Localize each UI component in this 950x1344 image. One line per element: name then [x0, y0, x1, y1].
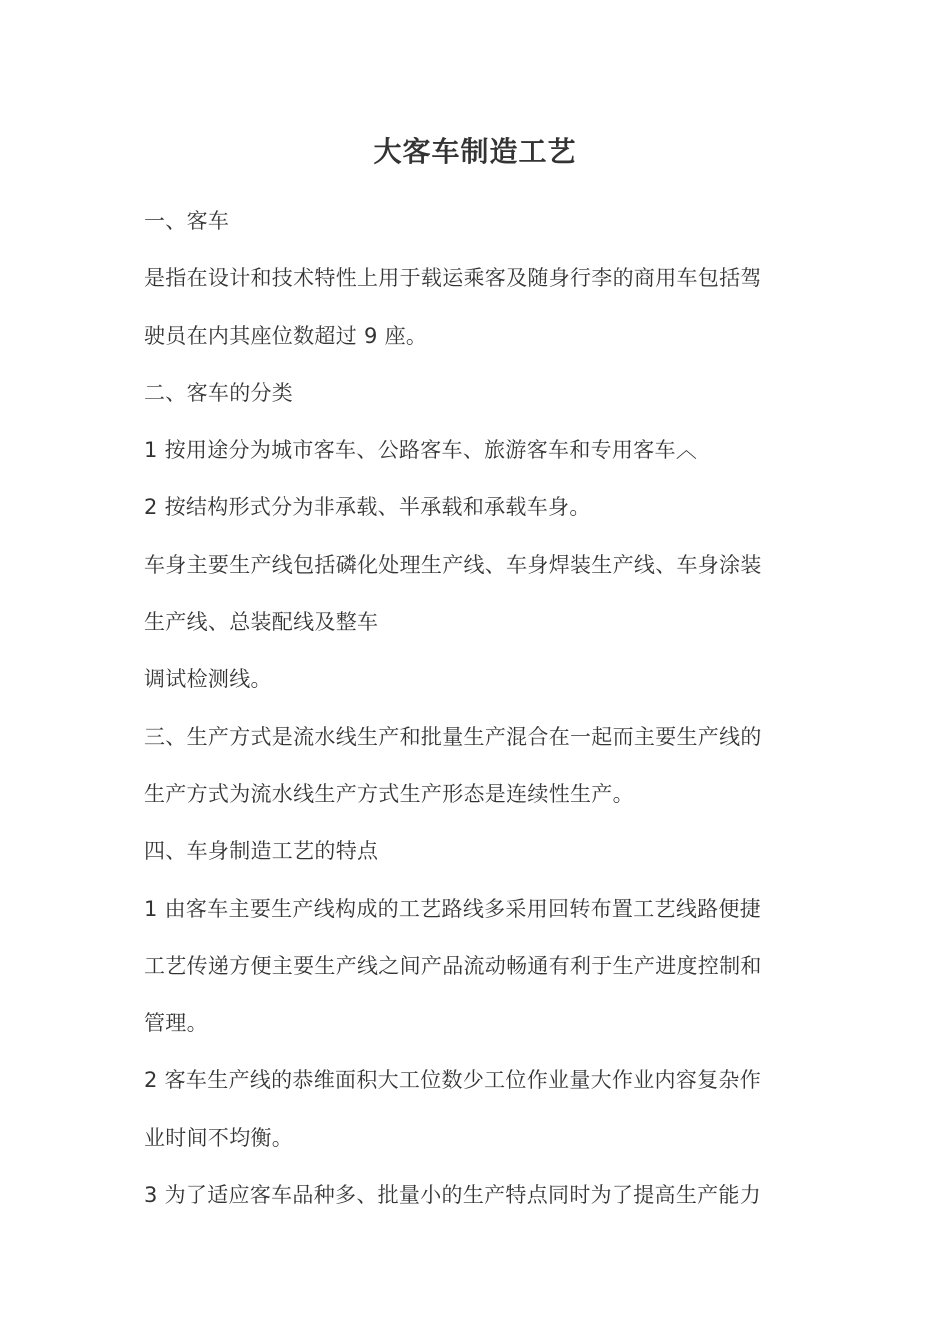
- text-line: 生产方式为流水线生产方式生产形态是连续性生产。: [144, 781, 634, 806]
- text-line: 调试检测线。: [144, 667, 272, 692]
- text-line: 2 客车生产线的恭维面积大工位数少工位作业量大作业内容复杂作: [144, 1068, 762, 1093]
- text-line: 三、生产方式是流水线生产和批量生产混合在一起而主要生产线的: [144, 724, 762, 749]
- document-body: [144, 198, 812, 1229]
- text-line: 业时间不均衡。: [144, 1125, 294, 1150]
- text-line: 是指在设计和技术特性上用于载运乘客及随身行李的商用车包括驾: [144, 266, 762, 291]
- text-line: 3 为了适应客车品种多、批量小的生产特点同时为了提高生产能力: [144, 1183, 762, 1208]
- text-line: 1 按用途分为城市客车、公路客车、旅游客车和专用客车︿: [144, 438, 698, 463]
- text-line: 二、客车的分类: [144, 380, 294, 405]
- text-line: 车身主要生产线包括磷化处理生产线、车身焊装生产线、车身涂装: [144, 552, 762, 577]
- text-line: 管理。: [144, 1011, 208, 1036]
- text-line: 四、车身制造工艺的特点: [144, 839, 379, 864]
- text-line: 2 按结构形式分为非承载、半承载和承载车身。: [144, 495, 591, 520]
- text-line: 一、客车: [144, 209, 230, 233]
- text-line: 生产线、总装配线及整车: [144, 610, 379, 635]
- text-line: 工艺传递方便主要生产线之间产品流动畅通有利于生产进度控制和: [144, 953, 762, 978]
- text-line: 驶员在内其座位数超过 9 座。: [144, 323, 428, 348]
- document-title: 大客车制造工艺: [373, 135, 577, 168]
- text-line: 1 由客车主要生产线构成的工艺路线多采用回转布置工艺线路便捷: [144, 896, 762, 921]
